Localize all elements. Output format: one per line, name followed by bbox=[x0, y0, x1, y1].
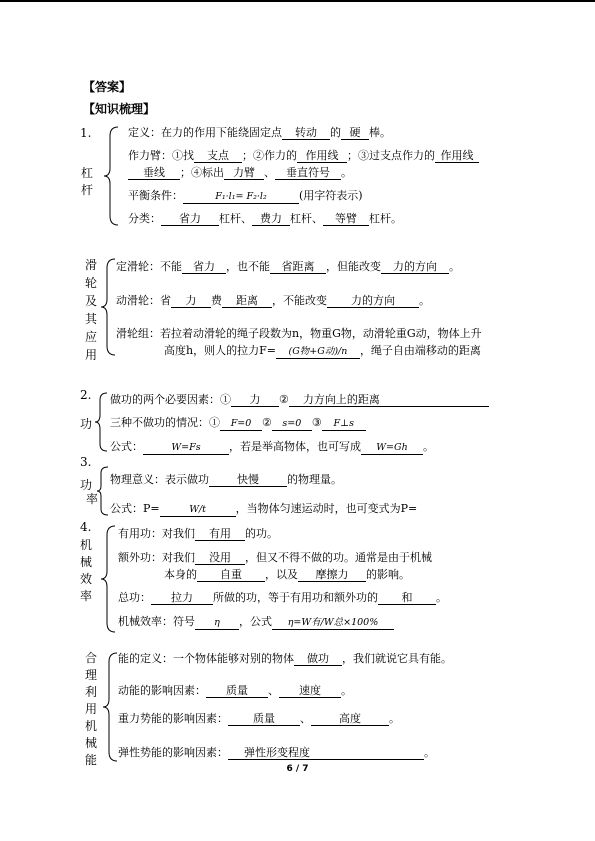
total-work-line: 总功： 拉力 所做的功，等于有用功和额外功的 和 。 bbox=[118, 591, 447, 604]
power-side-label-2: 率 bbox=[86, 492, 99, 506]
section-number-4: 4. bbox=[80, 520, 92, 534]
efficiency-line: 机械效率：符号 η ，公式 η=W有/W总×100% bbox=[118, 615, 394, 630]
work-side-label: 功 bbox=[80, 417, 93, 431]
gravitational-energy-line: 重力势能的影响因素： 质量 、 高度 。 bbox=[118, 712, 400, 725]
power-side-label-1: 功 bbox=[80, 478, 93, 492]
kinetic-energy-line: 动能的影响因素： 质量 、 速度 。 bbox=[118, 684, 352, 697]
pulley-block-line1: 滑轮组：若拉着动滑轮的绳子段数为n，物重G物，动滑轮重G动，物体上升 bbox=[116, 327, 482, 340]
side-char: 杠 bbox=[80, 166, 93, 180]
elastic-energy-line: 弹性势能的影响因素： 弹性形变程度 。 bbox=[118, 746, 435, 759]
work-factors-line: 做功的两个必要因素：① 力 ② 力方向上的距离 bbox=[110, 393, 489, 407]
lever-balance-condition: 平衡条件： F₁·l₁= F₂·l₂ (用字符表示) bbox=[128, 189, 363, 202]
useful-work-line: 有用功：对我们 有用 的功。 bbox=[118, 527, 278, 540]
section-number-2: 2. bbox=[80, 388, 92, 402]
lever-definition: 定义：在力的作用下能绕固定点 转动 的 硬 棒。 bbox=[128, 126, 391, 139]
page-top-rule bbox=[0, 0, 595, 2]
section-number-3: 3. bbox=[80, 455, 92, 469]
answer-heading: 【答案】 bbox=[83, 80, 132, 94]
efficiency-side-label: 机 械 效 率 bbox=[79, 538, 92, 603]
fixed-pulley-line: 定滑轮：不能 省力 ，也不能 省距离 ，但能改变 力的方向 。 bbox=[116, 260, 460, 273]
section-number-1: 1. bbox=[80, 126, 92, 140]
work-brace bbox=[94, 392, 110, 452]
movable-pulley-line: 动滑轮：省 力 费 距离 ，不能改变 力的方向 。 bbox=[116, 294, 430, 307]
lever-arm-line2: 垂线 ；④标出 力臂 、 垂直符号 。 bbox=[128, 166, 352, 180]
pulley-side-label: 滑 轮 及 其 应 用 bbox=[84, 258, 97, 362]
power-brace bbox=[96, 466, 110, 516]
lever-brace bbox=[102, 126, 122, 226]
side-char: 杆 bbox=[80, 183, 93, 197]
no-work-line: 三种不做功的情况：① F=0 ② s=0 ③ F⊥s bbox=[110, 416, 366, 431]
extra-work-line2: 本身的 自重 ，以及 摩擦力 的影响。 bbox=[164, 568, 410, 581]
extra-work-line1: 额外功：对我们 没用 ，但又不得不做的功。通常是由于机械 bbox=[118, 551, 432, 564]
energy-definition-line: 能的定义：一个物体能够对别的物体 做功 ，我们就说它具有能。 bbox=[118, 652, 452, 665]
efficiency-brace bbox=[100, 525, 118, 633]
lever-arm-line1: 作力臂：①找 支点 ；②作力的 作用线 ；③过支点作力的 作用线 bbox=[128, 149, 479, 163]
work-formula-line: 公式： W=Fs ，若是举高物体，也可写成 W=Gh 。 bbox=[110, 440, 434, 453]
lever-side-label bbox=[80, 165, 94, 199]
knowledge-review-heading: 【知识梳理】 bbox=[83, 102, 156, 116]
power-formula-line: 公式：P= W/t ，当物体匀速运动时，也可变式为P= bbox=[110, 502, 418, 515]
page-number: 6 / 7 bbox=[286, 764, 309, 774]
pulley-block-line2: 高度h，则人的拉力F= (G物+G动)/n ，绳子自由端移动的距离 bbox=[164, 344, 481, 357]
energy-side-label: 合 理 利 用 机 械 能 bbox=[84, 651, 97, 767]
power-meaning-line: 物理意义：表示做功 快慢 的物理量。 bbox=[110, 473, 342, 486]
lever-classification: 分类： 省力 杠杆、 费力 杠杆、 等臂 杠杆。 bbox=[128, 212, 402, 225]
